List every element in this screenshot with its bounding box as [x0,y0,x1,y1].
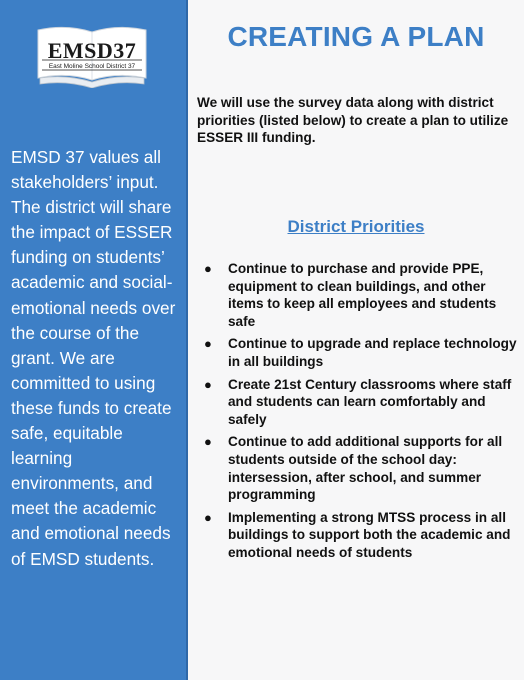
main-content [188,0,524,680]
list-item [202,433,520,503]
intro-paragraph: We will use the survey data along with district priorities (listed below) to create a plan to utilize ESSER III funding. [197,95,509,145]
list-item [202,335,520,370]
list-item [202,376,520,429]
bullet-icon: ● [204,509,212,525]
logo-title: EMSD37 [47,38,137,63]
list-item [202,509,520,562]
priorities-list [202,260,520,567]
bullet-icon: ● [204,261,212,276]
bullet-icon: ● [204,434,212,450]
priority-text: Implementing a strong MTSS process in all buildings to support both the academic and emotional needs of students [228,509,511,560]
page-title: CREATING A PLAN [227,21,485,52]
priority-text: Continue to add additional supports for all students outside of the school day: intersession, after school, and summer programming [228,434,503,503]
bullet-icon: ● [204,336,212,352]
priority-text: Create 21st Century classrooms where staff and students can learn comfortably and safely [228,376,512,427]
priorities-heading: District Priorities [287,217,425,236]
district-logo [36,24,148,88]
priority-text: Continue to upgrade and replace technology in all buildings [228,336,517,369]
sidebar [0,0,188,680]
bullet-icon: ● [204,376,212,392]
logo-subtitle: East Moline School District 37 [48,63,136,70]
sidebar-statement: EMSD 37 values all stakeholders’ input. The district will share the impact of ESSER funding on students’ academic and social-emotional needs over the course of the grant. We are committed to using these funds to create safe, equitable learning environments, and meet the academic and emotional needs of EMSD students. [11,147,176,569]
priority-text: Continue to purchase and provide PPE, equipment to clean buildings, and other items to keep all employees and students safe [228,261,497,329]
list-item [202,260,520,330]
